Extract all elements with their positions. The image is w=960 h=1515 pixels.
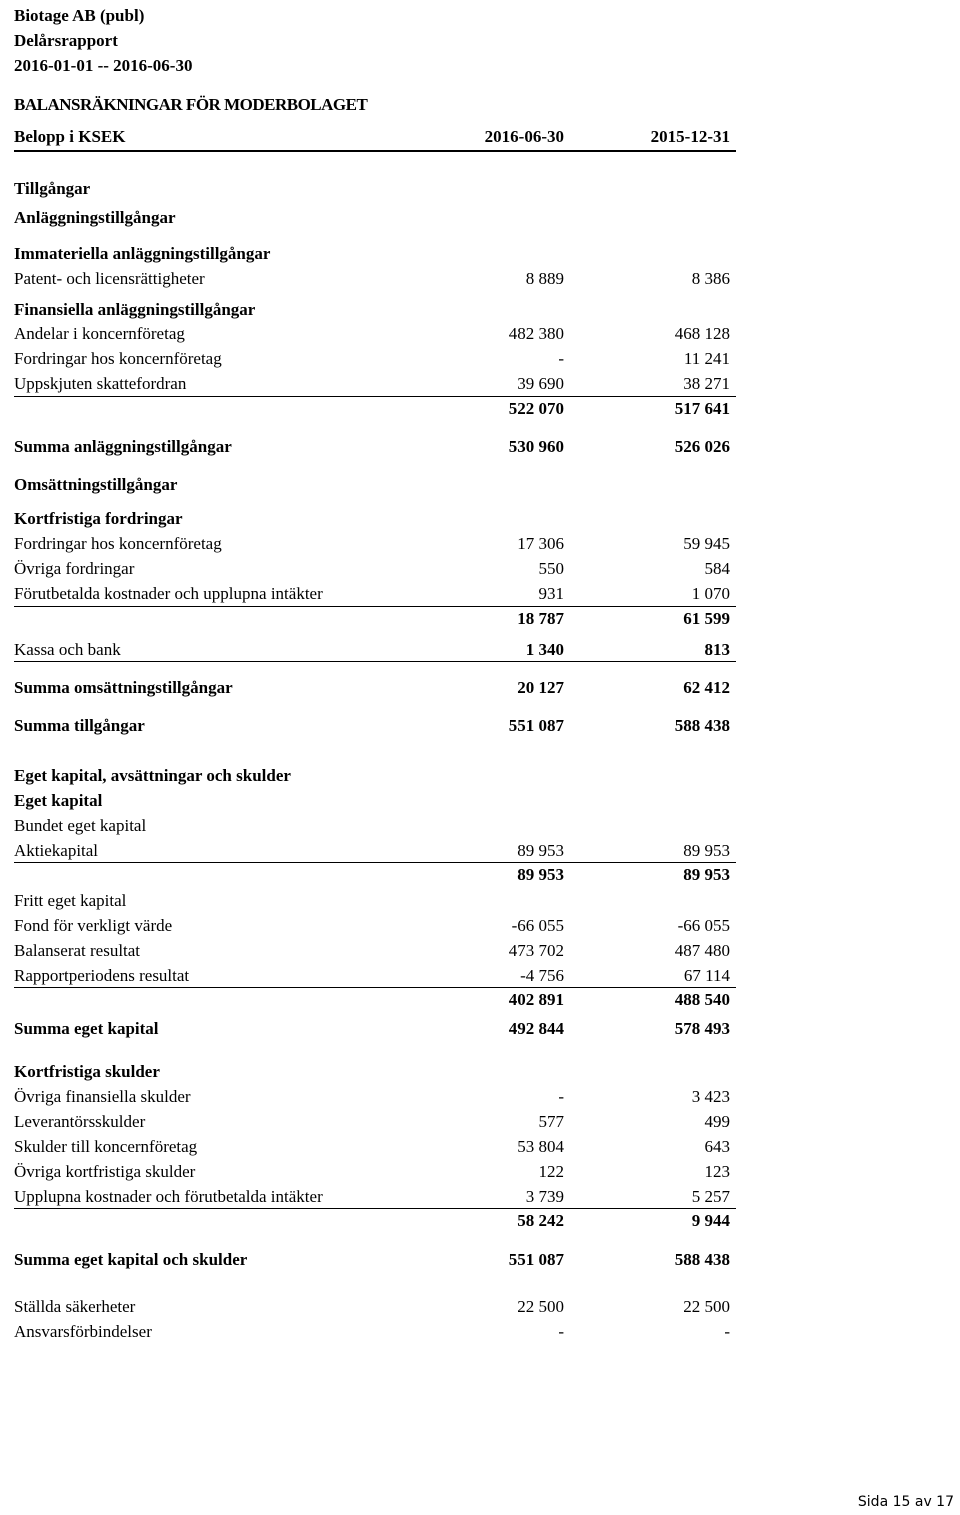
subtotal-row: 89 953 89 953 [517,865,730,884]
table-row: Kassa och bank 1 340 813 [14,640,730,659]
table-row: Skulder till koncernföretag 53 804 643 [14,1137,730,1156]
table-row: Fordringar hos koncernföretag 17 306 59 945 [14,534,730,553]
heading-financial: Finansiella anläggningstillgångar [14,300,256,319]
subtotal-row: 18 787 61 599 [517,609,730,628]
subtotal-rule [14,396,736,397]
page-number: Sida 15 av 17 [857,1494,954,1510]
table-row: Övriga kortfristiga skulder 122 123 [14,1162,730,1181]
heading-assets: Tillgångar [14,179,91,198]
column-date-1: 2016-06-30 [484,127,564,146]
header-rule [14,150,736,152]
table-row: Balanserat resultat 473 702 487 480 [14,941,730,960]
table-row: Förutbetalda kostnader och upplupna intäkter 931 1 070 [14,584,730,603]
subtotal-row: 402 891 488 540 [508,990,730,1009]
subtotal-rule [14,862,736,863]
heading-fixed-assets: Anläggningstillgångar [14,208,176,227]
heading-equity-liabilities: Eget kapital, avsättningar och skulder [14,766,291,785]
table-row: Fordringar hos koncernföretag - 11 241 [14,349,730,368]
table-row: Upplupna kostnader och förutbetalda intäkter 3 739 5 257 [14,1187,730,1206]
heading-free-equity: Fritt eget kapital [14,891,127,910]
table-row: Uppskjuten skattefordran 39 690 38 271 [14,374,730,393]
heading-short-term-liabilities: Kortfristiga skulder [14,1062,160,1081]
heading-intangible: Immateriella anläggningstillgångar [14,244,271,263]
page-title: BALANSRÄKNINGAR FÖR MODERBOLAGET [14,95,368,114]
table-row: Rapportperiodens resultat -4 756 67 114 [14,966,730,985]
subtotal-rule [14,1208,736,1209]
subtotal-row: 522 070 517 641 [508,399,730,418]
report-type: Delårsrapport [14,31,118,50]
total-row: Summa omsättningstillgångar 20 127 62 412 [14,678,730,697]
table-row: Ansvarsförbindelser - - [14,1322,730,1341]
total-row: Summa eget kapital 492 844 578 493 [14,1019,730,1038]
subtotal-rule [14,606,736,607]
table-row: Övriga finansiella skulder - 3 423 [14,1087,730,1106]
column-header [14,127,732,149]
subtotal-rule [14,661,736,662]
column-date-2: 2015-12-31 [650,127,730,146]
heading-equity: Eget kapital [14,791,103,810]
table-row: Övriga fordringar 550 584 [14,559,730,578]
company-name: Biotage AB (publ) [14,6,145,25]
report-period: 2016-01-01 -- 2016-06-30 [14,56,193,75]
heading-short-term-receivables: Kortfristiga fordringar [14,509,183,528]
table-row: Fond för verkligt värde -66 055 -66 055 [14,916,730,935]
table-row: Aktiekapital 89 953 89 953 [14,841,730,860]
total-row: Summa eget kapital och skulder 551 087 588 438 [14,1250,730,1269]
heading-restricted-equity: Bundet eget kapital [14,816,147,835]
table-row: Patent- och licensrättigheter 8 889 8 386 [14,269,730,288]
heading-current-assets: Omsättningstillgångar [14,475,178,494]
table-row: Leverantörsskulder 577 499 [14,1112,730,1131]
total-row: Summa anläggningstillgångar 530 960 526 026 [14,437,730,456]
amount-unit-label: Belopp i KSEK [14,127,126,146]
table-row: Andelar i koncernföretag 482 380 468 128 [14,324,730,343]
table-row: Ställda säkerheter 22 500 22 500 [14,1297,730,1316]
total-row: Summa tillgångar 551 087 588 438 [14,716,730,735]
subtotal-row: 58 242 9 944 [517,1211,730,1230]
subtotal-rule [14,987,736,988]
